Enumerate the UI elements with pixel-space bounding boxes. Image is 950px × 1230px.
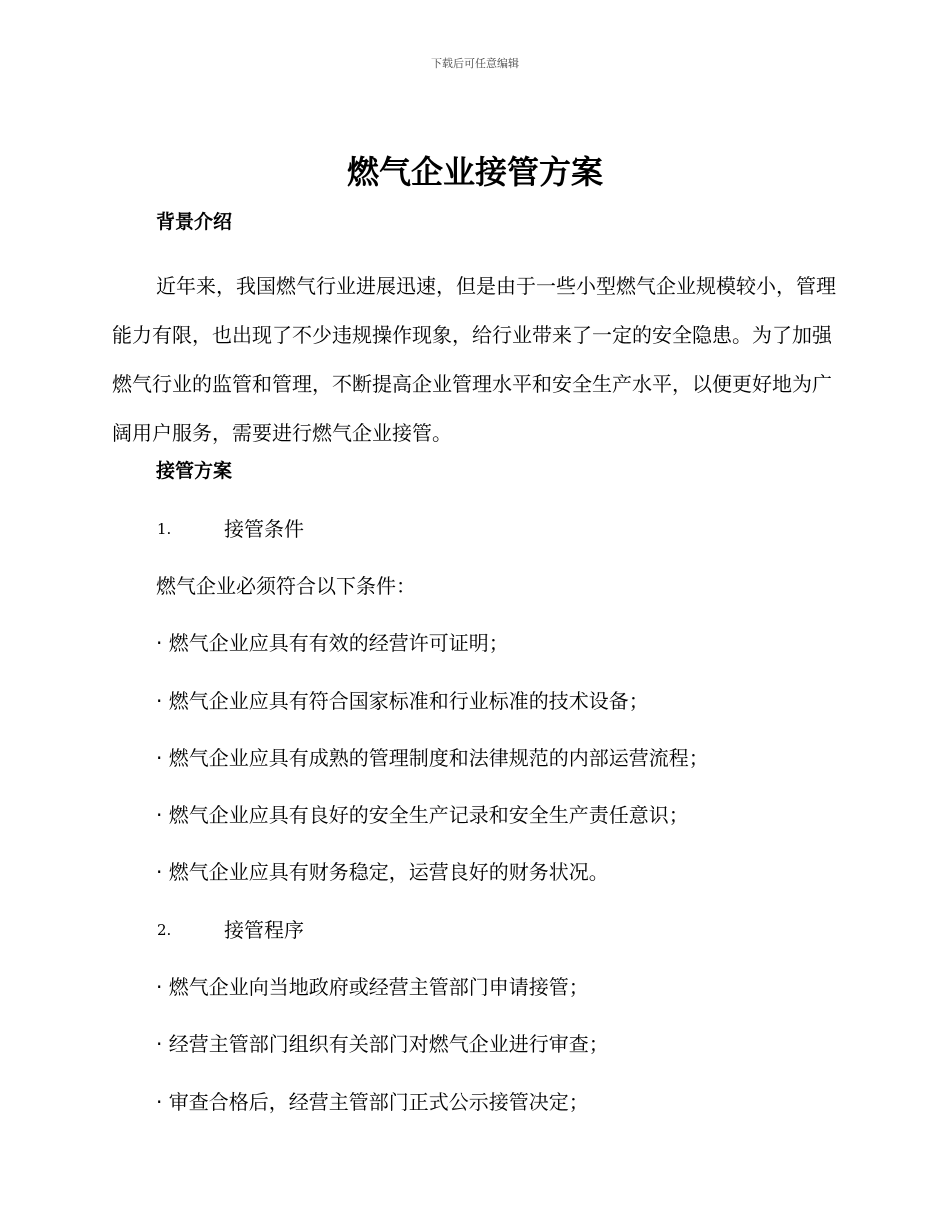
list-item: · 燃气企业应具有成熟的管理制度和法律规范的内部运营流程；	[156, 746, 709, 770]
conditions-intro: 燃气企业必须符合以下条件：	[156, 574, 416, 598]
list-item: · 经营主管部门组织有关部门对燃气企业进行审查；	[156, 1032, 609, 1056]
list-item: · 燃气企业应具有良好的安全生产记录和安全生产责任意识；	[156, 803, 689, 827]
header-note: 下载后可任意编辑	[431, 57, 519, 70]
list-number-1: 1.	[157, 520, 172, 538]
subheading-procedure: 接管程序	[224, 918, 304, 942]
list-item: · 燃气企业应具有符合国家标准和行业标准的技术设备；	[156, 689, 649, 713]
background-paragraph: 近年来，我国燃气行业进展迅速，但是由于一些小型燃气企业规模较小，管理能力有限，也出现了不少违规操作现象，给行业带来了一定的安全隐患。为了加强燃气行业的监管和管理，不断提高企业管理水平和安全生产水平，以便更好地为广阔用户服务，需要进行燃气企业接管。	[112, 274, 836, 445]
list-item: · 燃气企业应具有财务稳定，运营良好的财务状况。	[156, 860, 609, 884]
document-title: 燃气企业接管方案	[346, 153, 603, 191]
section-heading-plan: 接管方案	[156, 460, 233, 482]
section-heading-background: 背景介绍	[156, 211, 233, 233]
list-item: · 审查合格后，经营主管部门正式公示接管决定；	[156, 1090, 589, 1114]
list-number-2: 2.	[157, 921, 172, 939]
subheading-conditions: 接管条件	[224, 517, 304, 541]
list-item: · 燃气企业应具有有效的经营许可证明；	[156, 631, 509, 655]
list-item: · 燃气企业向当地政府或经营主管部门申请接管；	[156, 975, 589, 999]
